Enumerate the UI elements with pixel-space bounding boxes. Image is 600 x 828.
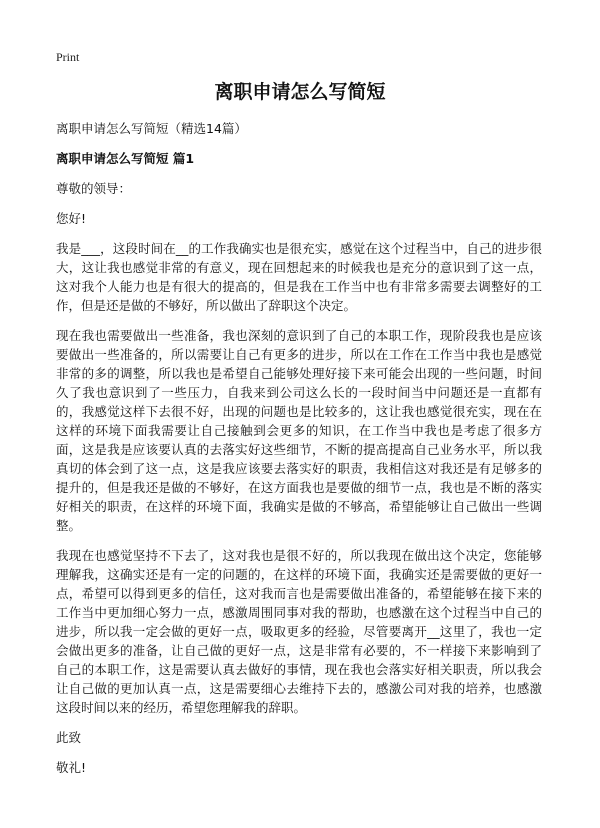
body-paragraph-3: 我现在也感觉坚持不下去了，这对我也是很不好的，所以我现在做出这个决定，您能够理解我，这确实还是有一定的问题的，在这样的环境下面，我确实还是需要做的更好一点，希望可以得到更多的信任，这对我而言也是需要做出准备的，希望能够在接下来的工作当中更加细心努力一点，感激周围同事对我的帮助，也感激在这个过程当中自己的进步，所以我一定会做的更好一点，吸取更多的经验，尽管要离开__这里了，我也一定会做出更多的准备，让自己做的更好一点，这是非常有必要的，不一样接下来影响到了自己的本职工作，这是需要认真去做好的事情，现在我也会落实好相关职责，所以我会让自己做的更加认真一点，这是需要细心去维持下去的，感激公司对我的培养，也感激这段时间以来的经历，希望您理解我的辞职。 <box>56 548 542 715</box>
body-paragraph-1: 我是___，这段时间在__的工作我确实也是很充实，感觉在这个过程当中，自己的进步很大，这让我也感觉非常的有意义，现在回想起来的时候我也是充分的意识到了这一点，这对我个人能力也是有很大的提高的，但是我在工作当中也有非常多需要去调整好的工作，但是还是做的不够好，所以做出了辞职这个决定。 <box>56 241 542 313</box>
body-paragraph-2: 现在我也需要做出一些准备，我也深刻的意识到了自己的本职工作，现阶段我也是应该要做出一些准备的，所以需要让自己有更多的进步，所以在工作在工作当中我也是感觉非常的多的调整，所以我也是希望自己能够处理好接下来可能会出现的一些问题，时间久了我也意识到了一些压力，自我来到公司这么长的一段时间当中问题还是一直都有的，我感觉这样下去很不好，出现的问题也是比较多的，这让我也感觉很充实，现在在这样的环境下面我需要让自己接触到会更多的知识，在工作当中我也是考虑了很多方面，这是我是应该要认真的去落实好这些细节，不断的提高提高自己业务水平，所以我真切的体会到了这一点，这是我应该要去落实好的职责，我相信这对我还是有足够多的提升的，但是我还是做的不够好，在这方面我也是要做的细节一点，我也是不断的落实好相关的职责，在这样的环境下面，我确实是做的不够高，希望能够让自己做出一些调整。 <box>56 328 542 533</box>
document-content <box>56 119 542 788</box>
document-subtitle: 离职申请怎么写简短（精选14篇） <box>56 121 247 136</box>
print-link[interactable]: Print <box>56 50 80 64</box>
greeting: 您好! <box>56 211 87 226</box>
document-title: 离职申请怎么写简短 <box>214 81 386 103</box>
closing-regards: 此致 <box>56 730 82 745</box>
salutation: 尊敬的领导： <box>56 181 132 196</box>
section-heading: 离职申请怎么写简短 篇1 <box>56 151 195 166</box>
closing-salute: 敬礼! <box>56 760 87 775</box>
